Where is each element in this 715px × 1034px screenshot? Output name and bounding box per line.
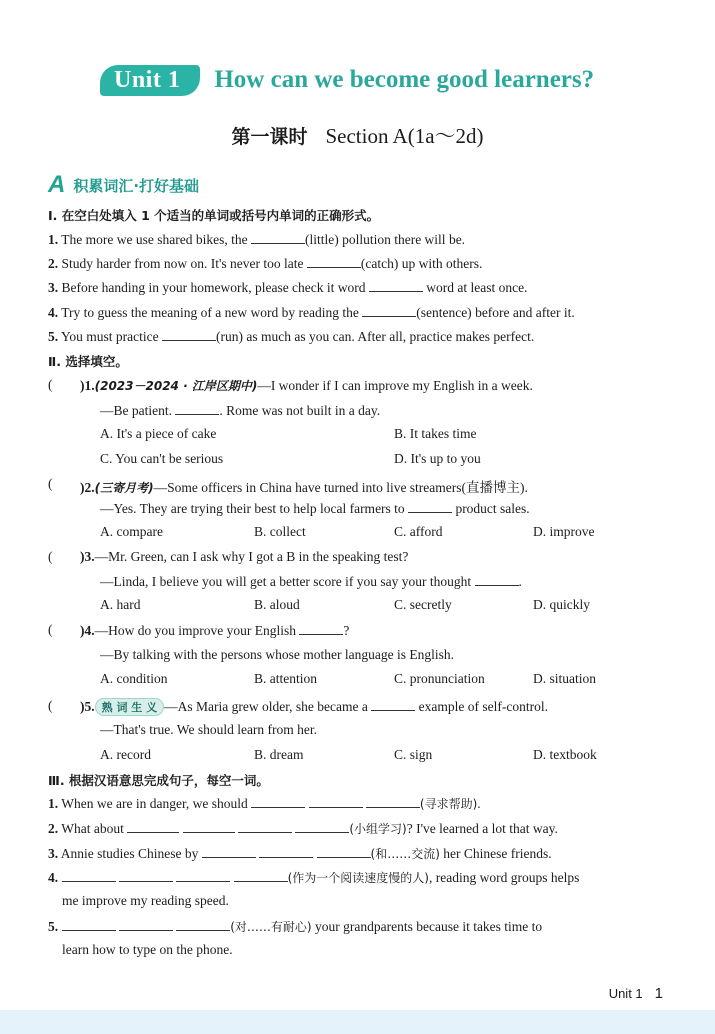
part3-item-5-line2: learn how to type on the phone. <box>62 942 233 957</box>
q4-stem: )4.—How do you improve your English ? <box>80 623 350 638</box>
section-letter: A <box>48 171 66 198</box>
answer-blank[interactable] <box>317 845 371 858</box>
part2-title: Ⅱ. 选择填空。 <box>48 354 128 369</box>
answer-blank[interactable] <box>62 869 116 882</box>
q1-stem: )1.(2023－2024 · 江岸区期中)—I wonder if I can improve my English in a week. <box>80 378 533 393</box>
answer-blank[interactable] <box>369 279 423 292</box>
answer-blank[interactable] <box>176 869 230 882</box>
q4-option-d[interactable]: D. situation <box>533 671 596 686</box>
answer-blank <box>408 500 452 513</box>
answer-paren[interactable]: ( <box>48 622 53 637</box>
page-number: 1 <box>654 985 663 1002</box>
q3-option-b[interactable]: B. aloud <box>254 597 300 612</box>
q1-option-a[interactable]: A. It's a piece of cake <box>100 426 217 441</box>
q3-stem: )3.—Mr. Green, can I ask why I got a B in the speaking test? <box>80 549 409 564</box>
part3-item-4: 4. (作为一个阅读速度慢的人), reading word groups helps <box>48 870 580 885</box>
answer-paren[interactable]: ( <box>48 476 53 491</box>
answer-blank[interactable] <box>259 845 313 858</box>
lesson-en: Section A(1a～2d) <box>325 124 484 148</box>
q1-option-d[interactable]: D. It's up to you <box>394 451 481 466</box>
q4-option-a[interactable]: A. condition <box>100 671 168 686</box>
answer-blank[interactable] <box>251 795 305 808</box>
part3-title: Ⅲ. 根据汉语意思完成句子，每空一词。 <box>48 773 269 788</box>
answer-paren[interactable]: ( <box>48 549 53 564</box>
lesson-cn: 第一课时 <box>231 126 308 148</box>
answer-blank <box>371 698 415 711</box>
answer-blank <box>475 573 519 586</box>
section-title: 积累词汇·打好基础 <box>73 176 200 195</box>
answer-blank[interactable] <box>162 328 216 341</box>
answer-blank[interactable] <box>309 795 363 808</box>
answer-blank[interactable] <box>176 918 230 931</box>
answer-blank[interactable] <box>119 869 173 882</box>
footer-unit: Unit 1 <box>608 986 643 1001</box>
q1-option-b[interactable]: B. It takes time <box>394 426 477 441</box>
q2-option-d[interactable]: D. improve <box>533 524 595 539</box>
q4-option-c[interactable]: C. pronunciation <box>394 671 485 686</box>
part1-item-1: 1. The more we use shared bikes, the (little) pollution there will be. <box>48 232 466 247</box>
answer-blank[interactable] <box>362 304 416 317</box>
part1-item-4: 4. Try to guess the meaning of a new word by reading the (sentence) before and after it. <box>48 305 575 320</box>
part1-item-5: 5. You must practice (run) as much as you can. After all, practice makes perfect. <box>48 329 535 344</box>
part1-item-3: 3. Before handing in your homework, please check it word word at least once. <box>48 280 528 295</box>
answer-blank[interactable] <box>251 231 305 244</box>
answer-blank[interactable] <box>119 918 173 931</box>
answer-blank[interactable] <box>238 820 292 833</box>
q4-stem2: —By talking with the persons whose mother language is English. <box>100 647 454 662</box>
answer-blank[interactable] <box>307 255 361 268</box>
unit-header <box>100 62 594 98</box>
bottom-decor-bar <box>0 1010 715 1034</box>
part3-item-3: 3. Annie studies Chinese by (和……交流) her Chinese friends. <box>48 846 552 861</box>
section-a-header <box>48 172 199 198</box>
q1-option-c[interactable]: C. You can't be serious <box>100 451 224 466</box>
q5-stem2: —That's true. We should learn from her. <box>100 722 318 737</box>
answer-blank[interactable] <box>366 795 420 808</box>
answer-blank[interactable] <box>62 918 116 931</box>
q5-stem: )5. 熟 词 生 义 —As Maria grew older, she became a example of self-control. <box>80 699 548 714</box>
q2-option-c[interactable]: C. afford <box>394 524 443 539</box>
q1-stem2: —Be patient. . Rome was not built in a day. <box>100 403 381 418</box>
answer-blank <box>299 622 343 635</box>
q5-option-c[interactable]: C. sign <box>394 747 433 762</box>
answer-blank[interactable] <box>183 820 235 833</box>
part3-item-1: 1. When we are in danger, we should (寻求帮助). <box>48 796 481 811</box>
q4-option-b[interactable]: B. attention <box>254 671 317 686</box>
q3-stem2: —Linda, I believe you will get a better score if you say your thought . <box>100 574 522 589</box>
part1-title: Ⅰ. 在空白处填入 1 个适当的单词或括号内单词的正确形式。 <box>48 208 380 223</box>
answer-blank[interactable] <box>295 820 349 833</box>
part3-item-2: 2. What about (小组学习)? I've learned a lot that way. <box>48 821 558 836</box>
part3-item-5: 5. (对……有耐心) your grandparents because it takes time to <box>48 919 543 934</box>
page-footer <box>609 985 663 1002</box>
q2-stem2: —Yes. They are trying their best to help local farmers to product sales. <box>100 501 530 516</box>
answer-blank[interactable] <box>234 869 288 882</box>
q2-option-b[interactable]: B. collect <box>254 524 306 539</box>
answer-paren[interactable]: ( <box>48 377 53 392</box>
q2-stem: )2.(三寄月考)—Some officers in China have turned into live streamers(直播博主). <box>80 480 528 495</box>
lesson-title <box>0 120 715 150</box>
q5-option-b[interactable]: B. dream <box>254 747 304 762</box>
q2-option-a[interactable]: A. compare <box>100 524 163 539</box>
polysemy-badge: 熟 词 生 义 <box>95 698 165 716</box>
q3-option-a[interactable]: A. hard <box>100 597 141 612</box>
q5-option-a[interactable]: A. record <box>100 747 151 762</box>
answer-blank <box>175 402 219 415</box>
answer-paren[interactable]: ( <box>48 698 53 713</box>
q5-option-d[interactable]: D. textbook <box>533 747 597 762</box>
unit-badge: Unit 1 <box>100 65 200 96</box>
part3-item-4-line2: me improve my reading speed. <box>62 893 229 908</box>
unit-title: How can we become good learners? <box>214 66 595 93</box>
part1-item-2: 2. Study harder from now on. It's never too late (catch) up with others. <box>48 256 483 271</box>
q3-option-c[interactable]: C. secretly <box>394 597 452 612</box>
q3-option-d[interactable]: D. quickly <box>533 597 590 612</box>
answer-blank[interactable] <box>202 845 256 858</box>
answer-blank[interactable] <box>127 820 179 833</box>
